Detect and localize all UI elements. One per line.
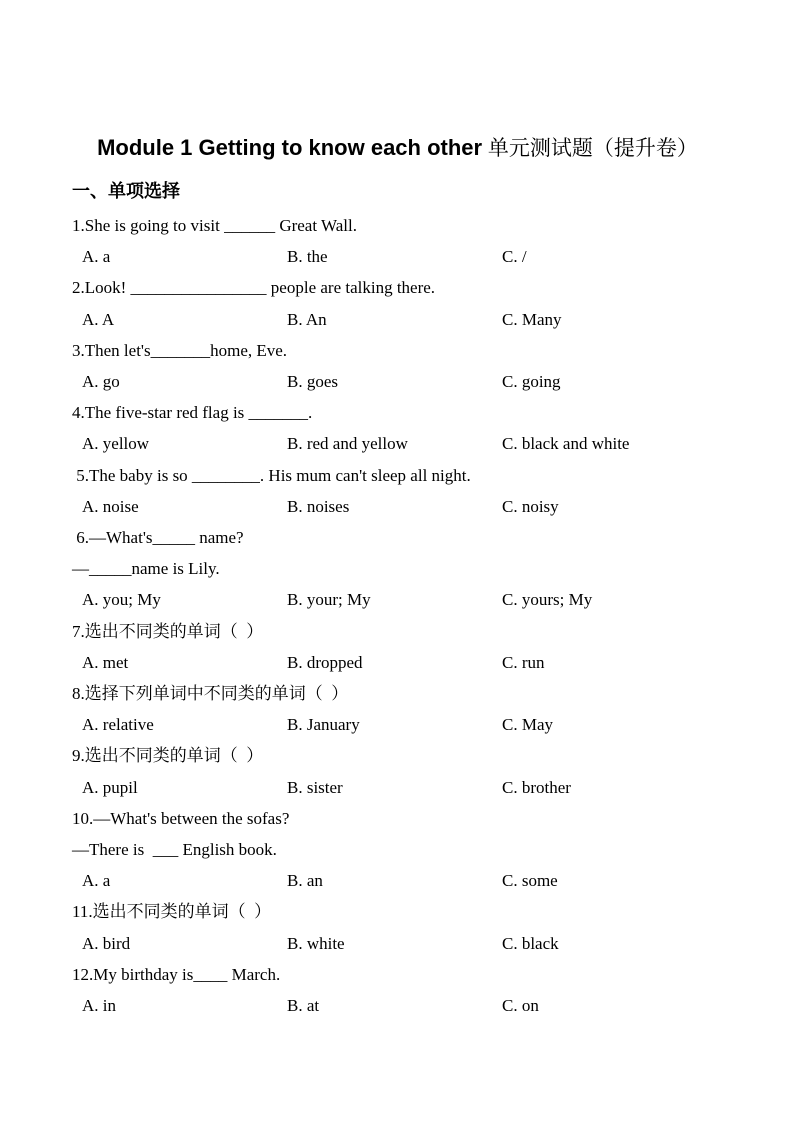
question-7 xyxy=(72,616,723,678)
section-heading: 一、单项选择 xyxy=(72,181,180,201)
question-11-options-row xyxy=(72,928,723,959)
question-5-text-line-1: 5.The baby is so ________. His mum can't sleep all night. xyxy=(72,465,471,485)
question-1-text-line-1: 1.She is going to visit ______ Great Wall. xyxy=(72,216,357,235)
question-7-option-b: B. dropped xyxy=(287,652,363,672)
question-list xyxy=(72,210,723,1021)
page-title-chinese: 单元测试题（提升卷） xyxy=(482,137,698,160)
question-1-options-row xyxy=(72,241,723,272)
question-4-text-line-1: 4.The five-star red flag is _______. xyxy=(72,403,313,423)
question-8 xyxy=(72,678,723,740)
question-2 xyxy=(72,272,723,334)
question-11 xyxy=(72,896,723,958)
question-11-text-line-1: 11.选出不同类的单词（ ） xyxy=(72,902,272,922)
question-1-option-c: C. / xyxy=(502,247,527,267)
question-7-options-row xyxy=(72,647,723,678)
question-11-option-c: C. black xyxy=(502,933,559,953)
question-6-text-line-1: 6.—What's_____ name? xyxy=(72,528,244,548)
question-4-option-a: A. yellow xyxy=(82,434,150,454)
question-6-text-line-2: —_____name is Lily. xyxy=(72,559,220,579)
question-7-option-a: A. met xyxy=(82,652,129,672)
question-3-option-a: A. go xyxy=(82,372,120,392)
question-9-option-c: C. brother xyxy=(502,777,571,797)
question-5-option-c: C. noisy xyxy=(502,496,559,516)
question-3 xyxy=(72,335,723,397)
question-4 xyxy=(72,397,723,459)
question-8-option-b: B. January xyxy=(287,715,360,735)
question-9 xyxy=(72,740,723,802)
question-5-option-b: B. noises xyxy=(287,496,350,516)
question-11-option-a: A. bird xyxy=(82,933,131,953)
question-11-option-b: B. white xyxy=(287,933,345,953)
question-2-option-c: C. Many xyxy=(502,309,562,329)
question-2-options-row xyxy=(72,304,723,335)
question-8-option-c: C. May xyxy=(502,715,553,735)
question-1-option-a: A. a xyxy=(82,247,111,267)
question-4-option-b: B. red and yellow xyxy=(287,434,408,454)
question-3-option-b: B. goes xyxy=(287,372,338,392)
question-7-option-c: C. run xyxy=(502,652,545,672)
question-10-option-a: A. a xyxy=(82,871,111,891)
question-10-option-c: C. some xyxy=(502,871,558,891)
question-5-options-row xyxy=(72,491,723,522)
question-1-option-b: B. the xyxy=(287,247,328,267)
question-3-option-c: C. going xyxy=(502,372,561,392)
question-4-options-row xyxy=(72,428,723,459)
question-6-option-b: B. your; My xyxy=(287,590,371,610)
question-3-options-row xyxy=(72,366,723,397)
question-10-option-b: B. an xyxy=(287,871,323,891)
question-8-option-a: A. relative xyxy=(82,715,154,735)
question-6-options-row xyxy=(72,584,723,615)
question-6-option-a: A. you; My xyxy=(82,590,161,610)
question-5-option-a: A. noise xyxy=(82,496,139,516)
page-title xyxy=(72,133,723,166)
question-10 xyxy=(72,803,723,897)
question-9-option-a: A. pupil xyxy=(82,777,138,797)
question-2-option-a: A. A xyxy=(82,309,115,329)
question-1 xyxy=(72,210,723,272)
question-9-options-row xyxy=(72,772,723,803)
question-12-options-row xyxy=(72,990,723,1021)
question-2-text-line-1: 2.Look! ________________ people are talking there. xyxy=(72,278,436,298)
question-3-text-line-1: 3.Then let's_______home, Eve. xyxy=(72,340,288,360)
question-10-text-line-2: —There is ___ English book. xyxy=(72,840,277,860)
question-6-option-c: C. yours; My xyxy=(502,590,593,610)
question-10-options-row xyxy=(72,865,723,896)
question-8-options-row xyxy=(72,709,723,740)
question-12-option-c: C. on xyxy=(502,996,539,1016)
question-8-text-line-1: 8.选择下列单词中不同类的单词（ ） xyxy=(72,684,349,704)
question-10-text-line-1: 10.—What's between the sofas? xyxy=(72,808,290,828)
question-12-option-a: A. in xyxy=(82,996,116,1016)
question-4-option-c: C. black and white xyxy=(502,434,630,454)
question-12 xyxy=(72,959,723,1021)
question-5 xyxy=(72,460,723,522)
question-7-text-line-1: 7.选出不同类的单词（ ） xyxy=(72,621,264,641)
question-2-option-b: B. An xyxy=(287,309,327,329)
question-9-text-line-1: 9.选出不同类的单词（ ） xyxy=(72,746,264,766)
question-6 xyxy=(72,522,723,616)
page-title-english: Module 1 Getting to know each other xyxy=(97,135,483,160)
question-12-option-b: B. at xyxy=(287,996,320,1016)
question-12-text-line-1: 12.My birthday is____ March. xyxy=(72,964,281,984)
question-9-option-b: B. sister xyxy=(287,777,343,797)
